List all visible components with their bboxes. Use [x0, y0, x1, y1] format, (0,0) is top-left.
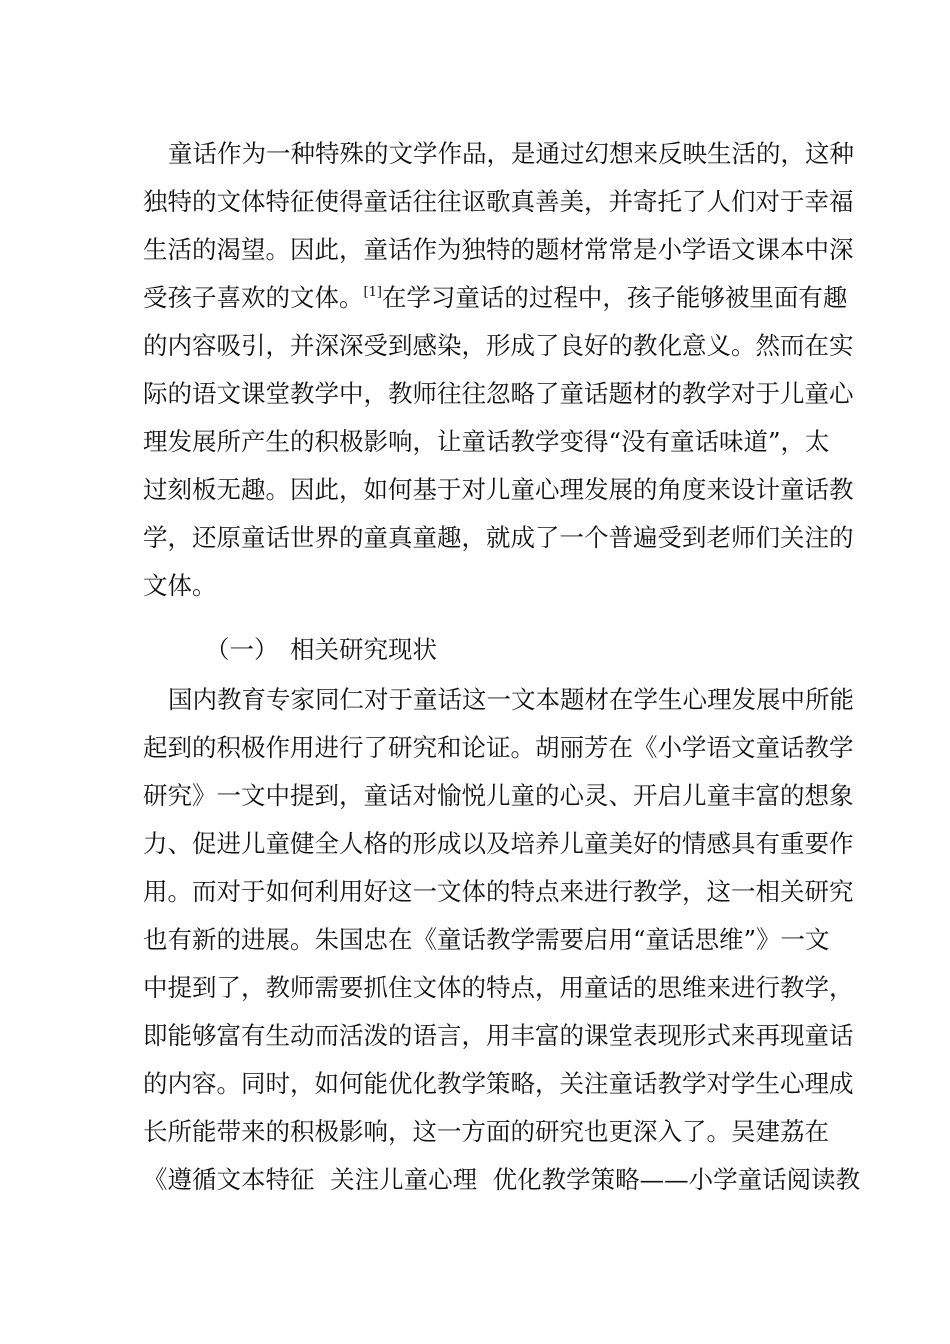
- paragraph-line: 独特的文体特征使得童话往往讴歌真善美，并寄托了人们对于幸福: [143, 187, 854, 216]
- paragraph-line: 研究》一文中提到，童话对愉悦儿童的心灵、开启儿童丰富的想象: [143, 781, 854, 810]
- section-title: 相关研究现状: [290, 635, 437, 664]
- paragraph-line: 过刻板无趣。因此，如何基于对儿童心理发展的角度来设计童话教: [143, 475, 854, 504]
- paragraph-line: 学，还原童话世界的童真童趣，就成了一个普遍受到老师们关注的: [143, 523, 854, 552]
- paragraph-line: 的内容。同时，如何能优化教学策略，关注童话教学对学生心理成: [143, 1069, 854, 1098]
- paragraph-line: 生活的渴望。因此，童话作为独特的题材常常是小学语文课本中深: [143, 235, 854, 264]
- paragraph-line: 童话作为一种特殊的文学作品，是通过幻想来反映生活的，这种: [168, 139, 854, 168]
- section-number: （一）: [205, 635, 279, 664]
- paragraph-line: 《遵循文本特征 关注儿童心理 优化教学策略——小学童话阅读教: [143, 1165, 861, 1194]
- paragraph-line: 力、促进儿童健全人格的形成以及培养儿童美好的情感具有重要作: [143, 829, 854, 858]
- paragraph-line: 的内容吸引，并深深受到感染，形成了良好的教化意义。然而在实: [143, 331, 854, 360]
- paragraph-text: 在学习童话的过程中，孩子能够被里面有趣: [381, 283, 848, 312]
- citation-marker: [1]: [363, 285, 382, 300]
- paragraph-line: 理发展所产生的积极影响，让童话教学变得“没有童话味道”，太: [143, 427, 830, 456]
- paragraph-line: 也有新的进展。朱国忠在《童话教学需要启用“童话思维”》一文: [143, 925, 830, 954]
- paragraph-line: 长所能带来的积极影响，这一方面的研究也更深入了。吴建荔在: [143, 1117, 829, 1146]
- paragraph-line: 中提到了，教师需要抓住文体的特点，用童话的思维来进行教学，: [143, 973, 854, 1002]
- paragraph-line: 用。而对于如何利用好这一文体的特点来进行教学，这一相关研究: [143, 877, 854, 906]
- paragraph-line: 起到的积极作用进行了研究和论证。胡丽芳在《小学语文童话教学: [143, 733, 854, 762]
- paragraph-line: 国内教育专家同仁对于童话这一文本题材在学生心理发展中所能: [168, 685, 854, 714]
- paragraph-text: 受孩子喜欢的文体。: [143, 283, 364, 312]
- paragraph-line: 文体。: [143, 571, 217, 600]
- paragraph-line: 际的语文课堂教学中，教师往往忽略了童话题材的教学对于儿童心: [143, 379, 854, 408]
- paragraph-line-with-citation: [143, 274, 848, 322]
- paragraph-line: 即能够富有生动而活泼的语言，用丰富的课堂表现形式来再现童话: [143, 1021, 854, 1050]
